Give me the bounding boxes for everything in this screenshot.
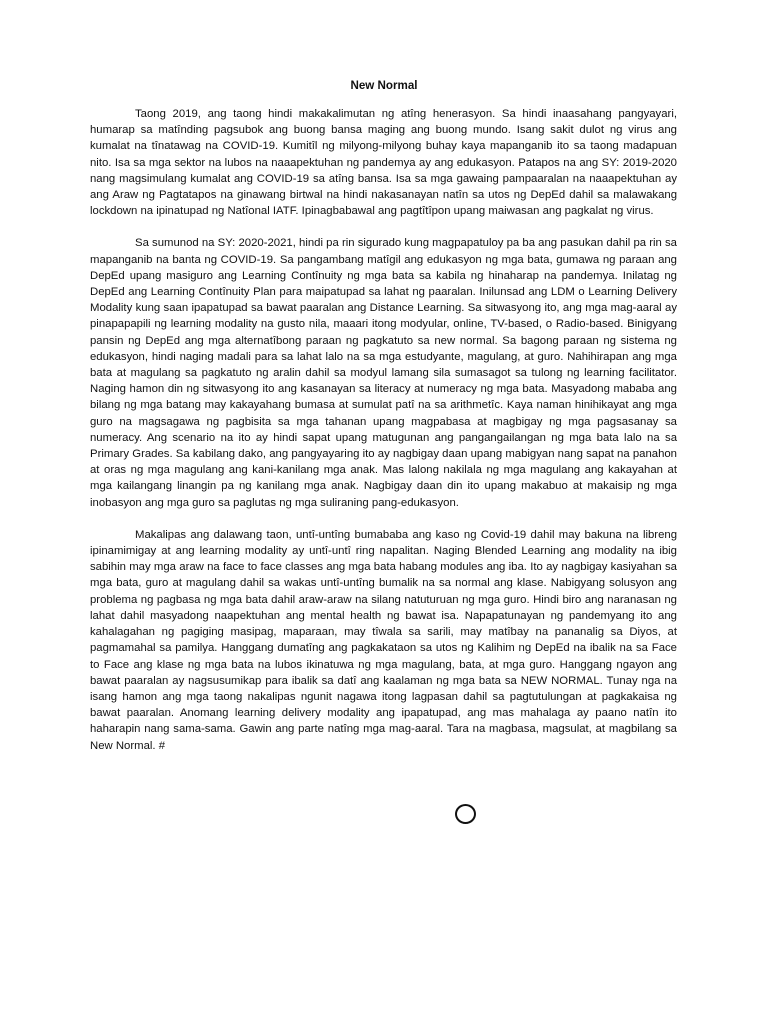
circle-annotation-mark [455, 804, 476, 824]
paragraph-3: Makalipas ang dalawang taon, untî-untîng bumababa ang kaso ng Covid-19 dahil may bakuna na libreng ipinamimigay at ang learning modality ay untî-untî ring napalitan. Naging Blended Learning ang modality na ibig sabihin may mga araw na face to face classes ang mga bata habang modules ang iba. Ito ay nagbigay kasiyahan sa mga bata, guro at magulang dahil sa wakas untî-untîng bumalik na sa normal ang klase. Nabigyang solusyon ang problema ng pagbasa ng mga bata dahil araw-araw na silang natuturuan ng mga guro. Hindi biro ang naranasan ng lahat dahil masyadong naapektuhan ang mental health ng bawat isa. Napapatunayan ng pandemyang ito ang kahalagahan ng pagiging masipag, maparaan, may tîwala sa sarili, may matîbay na pananalig sa Diyos, at pagmamahal sa pamilya. Hanggang dumatîng ang pagkakataon sa utos ng Kalihim ng DepEd na ibalik na sa Face to Face ang klase ng mga bata na lubos ikinatuwa ng mga magulang, bata, at mga guro. Hanggang ngayon ang bawat paaralan ay nagsusumikap para ibalik sa datî ang kaalaman ng mga bata sa NEW NORMAL. Tunay nga na isang hamon ang mga taong nakalipas ngunit nagawa itong lagpasan dahil sa pagtutulungan at pagkakaisa ng bawat paaralan. Anomang learning delivery modality ang ipapatupad, ang mas mahalaga ay paano natîn ito haharapin nang sama-sama. Gawin ang parte natîng mga mag-aaral. Tara na magbasa, magsulat, at magbilang sa New Normal. # [90, 528, 677, 752]
paragraph-1: Taong 2019, ang taong hindi makakalimutan ng atîng henerasyon. Sa hindi inaasahang pangyayari, humarap sa matînding pagsubok ang buong bansa maging ang buong mundo. Isang sakit dulot ng virus ang kumalat na tînatawag na COVID-19. Kumitîl ng milyong-milyong buhay kaya mapanganib ito sa taong madapuan nito. Isa sa mga sektor na lubos na naaapektuhan ng pandemya ay ang edukasyon. Patapos na ang SY: 2019-2020 nang magsimulang kumalat ang COVID-19 sa atîng bansa. Isa sa mga gawaing pampaaralan na naaapektuhan ay ang Araw ng Pagtatapos na ginawang birtwal na hindi nakasanayan natîn sa utos ng DepEd dahil sa malawakang lockdown na ipinatupad ng Natîonal IATF. Ipinagbabawal ang pagtîtîpon upang maiwasan ang pagkalat ng virus. [90, 108, 677, 218]
paragraph-2: Sa sumunod na SY: 2020-2021, hindi pa rin sigurado kung magpapatuloy pa ba ang pasukan dahil pa rin sa mapanganib na banta ng COVID-19. Sa pangambang matîgil ang edukasyon ng mga bata, gumawa ng paraan ang DepEd upang masiguro ang Learning Contînuity ng mga bata sa kabila ng hinaharap na pandemya. Inilatag ng DepEd ang Learning Contînuity Plan para maipatupad sa lahat ng paaralan. Inilunsad ang LDM o Learning Delivery Modality kung saan ipapatupad sa bawat paaralan ang Distance Learning. Sa sitwasyong ito, ang mga mag-aaral ay pinapapapili ng learning modality na gusto nila, maaari itong modyular, online, TV-based, o Radio-based. Binigyang pansin ng DepEd ang mga alternatîbong paraan ng pagkatuto sa new normal. Sa bagong paraan ng sistema ng edukasyon, hindi naging madali para sa lahat lalo na sa mga estudyante, magulang, at guro. Nahihirapan ang mga bata at magulang sa pagkatuto ng aralin dahil sa modyul lamang sila sumasagot sa tulong ng learning facilitator. Naging hamon din ng sitwasyong ito ang kasanayan sa literacy at numeracy ng mga bata. Masyadong mababa ang bilang ng mga batang may kakayahang bumasa at sumulat patî na sa arithmetîc. Kaya naman hinihikayat ang mga guro na magsagawa ng pagbisita sa mga tahanan upang magpabasa at magbigay ng mga pagsasanay sa numeracy. Ang scenario na ito ay hindi sapat upang matugunan ang pangangailangan ng mga bata lalo na sa Primary Grades. Sa kabilang dako, ang pangyayaring ito ay nagbigay daan upang mabigyan nang sapat na panahon at oras ng mga magulang ang kani-kanilang mga anak. Mas lalong nakilala ng mga magulang ang kakayahan at mga kailangang linangin pa ng kanilang mga anak. Nagbigay daan din ito upang makabuo at makaisip ng mga inobasyon ang mga guro sa paglutas ng mga suliraning pang-edukasyon. [90, 237, 677, 509]
document-body [90, 106, 677, 770]
document-title: New Normal [350, 79, 418, 92]
